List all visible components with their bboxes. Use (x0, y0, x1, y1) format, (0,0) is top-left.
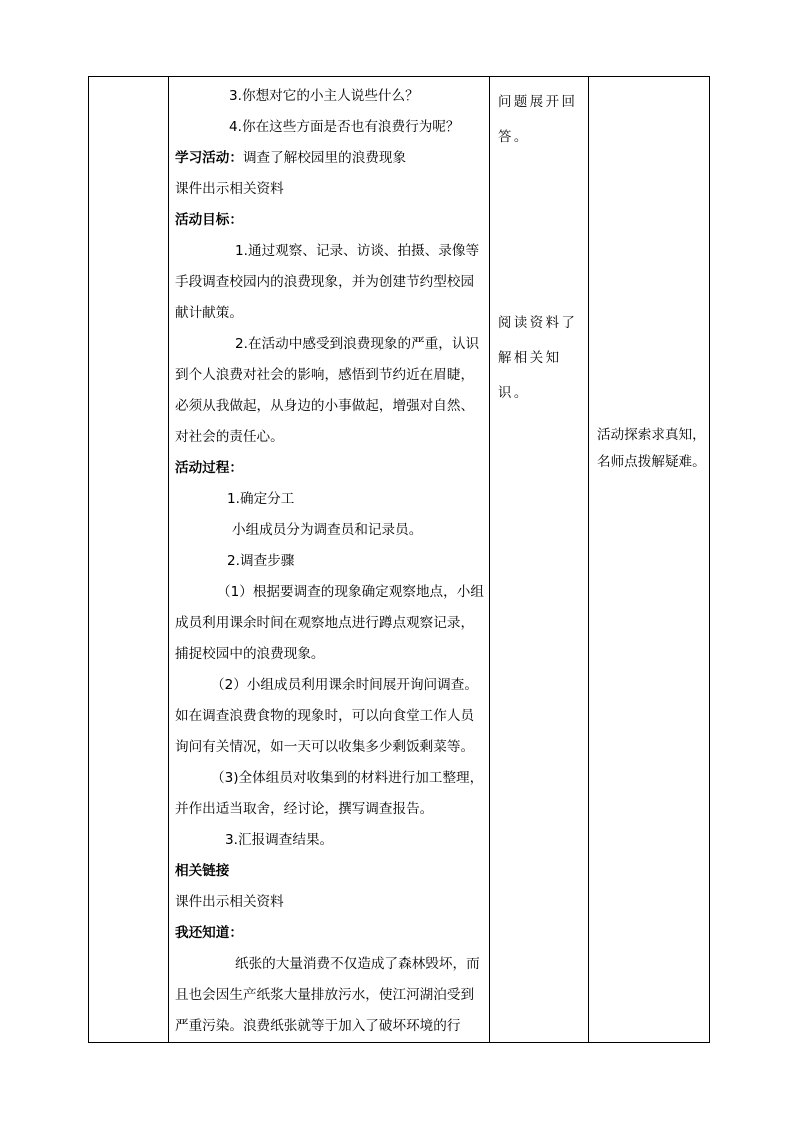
courseware-line-1: 课件出示相关资料 (175, 181, 284, 197)
know-heading: 我还知道： (175, 925, 243, 941)
student-note-1-line-2: 答。 (498, 130, 530, 145)
activity-colon: ： (229, 150, 243, 166)
step-2-2: （2）小组成员利用课余时间展开询问调查。如在调查浪费食物的现象时，可以向食堂工作人员询问有关情况，如一天可以收集多少剩饭剩菜等。 (175, 677, 478, 755)
process-heading: 活动过程： (175, 460, 243, 476)
step-2-3: （3)全体组员对收集到的材料进行加工整理，并作出适当取舍，经讨论，撰写调查报告。 (175, 770, 484, 817)
goal-2: 2.在活动中感受到浪费现象的严重，认识到个人浪费对社会的影响，感悟到节约近在眉睫，必须从我做起，从身边的小事做起，增强对自然、对社会的责任心。 (175, 336, 480, 445)
design-intent-cell (589, 77, 710, 1043)
student-note-2-line-1: 阅读资料了 (498, 316, 578, 331)
teaching-content (169, 77, 489, 1042)
student-activity-cell (490, 77, 589, 1043)
question-3: 3.你想对它的小主人说些什么？ (229, 88, 419, 104)
design-note-line-2: 名师点拨解疑难。 (597, 454, 706, 470)
activity-line (175, 143, 484, 174)
teaching-content-cell (169, 77, 490, 1043)
link-heading: 相关链接 (175, 863, 230, 879)
courseware-line-2: 课件出示相关资料 (175, 894, 284, 910)
student-activity (490, 77, 588, 411)
goal-1: 1.通过观察、记录、访谈、拍摄、录像等手段调查校园内的浪费现象，并为创建节约型校园献计献策。 (175, 243, 480, 321)
lesson-plan-table (88, 76, 710, 1043)
activity-label: 学习活动 (175, 150, 230, 166)
student-note-2-line-2: 解相关知识。 (498, 351, 562, 401)
step-1: 1.确定分工 (227, 491, 295, 507)
activity-title: 调查了解校园里的浪费现象 (242, 150, 407, 166)
step-3: 3.汇报调查结果。 (225, 832, 334, 848)
stage-column-cell (89, 77, 169, 1043)
table-row (89, 77, 710, 1043)
step-2: 2.调查步骤 (227, 553, 295, 569)
spacer (597, 77, 706, 422)
step-1-detail: 小组成员分为调查员和记录员。 (232, 522, 423, 538)
step-2-1: （1）根据要调查的现象确定观察地点，小组成员利用课余时间在观察地点进行蹲点观察记录，捕捉校园中的浪费现象。 (175, 584, 484, 662)
design-intent (589, 77, 709, 476)
question-4: 4.你在这些方面是否也有浪费行为呢？ (229, 119, 460, 135)
goal-heading: 活动目标： (175, 212, 243, 228)
student-note-1-line-1: 问题展开回 (498, 95, 578, 110)
spacer (498, 155, 584, 306)
design-note-line-1: 活动探索求真知， (597, 427, 706, 443)
know-text: 纸张的大量消费不仅造成了森林毁坏，而且也会因生产纸浆大量排放污水，使江河湖泊受到严重污染。浪费纸张就等于加入了破坏环境的行 (175, 956, 480, 1034)
